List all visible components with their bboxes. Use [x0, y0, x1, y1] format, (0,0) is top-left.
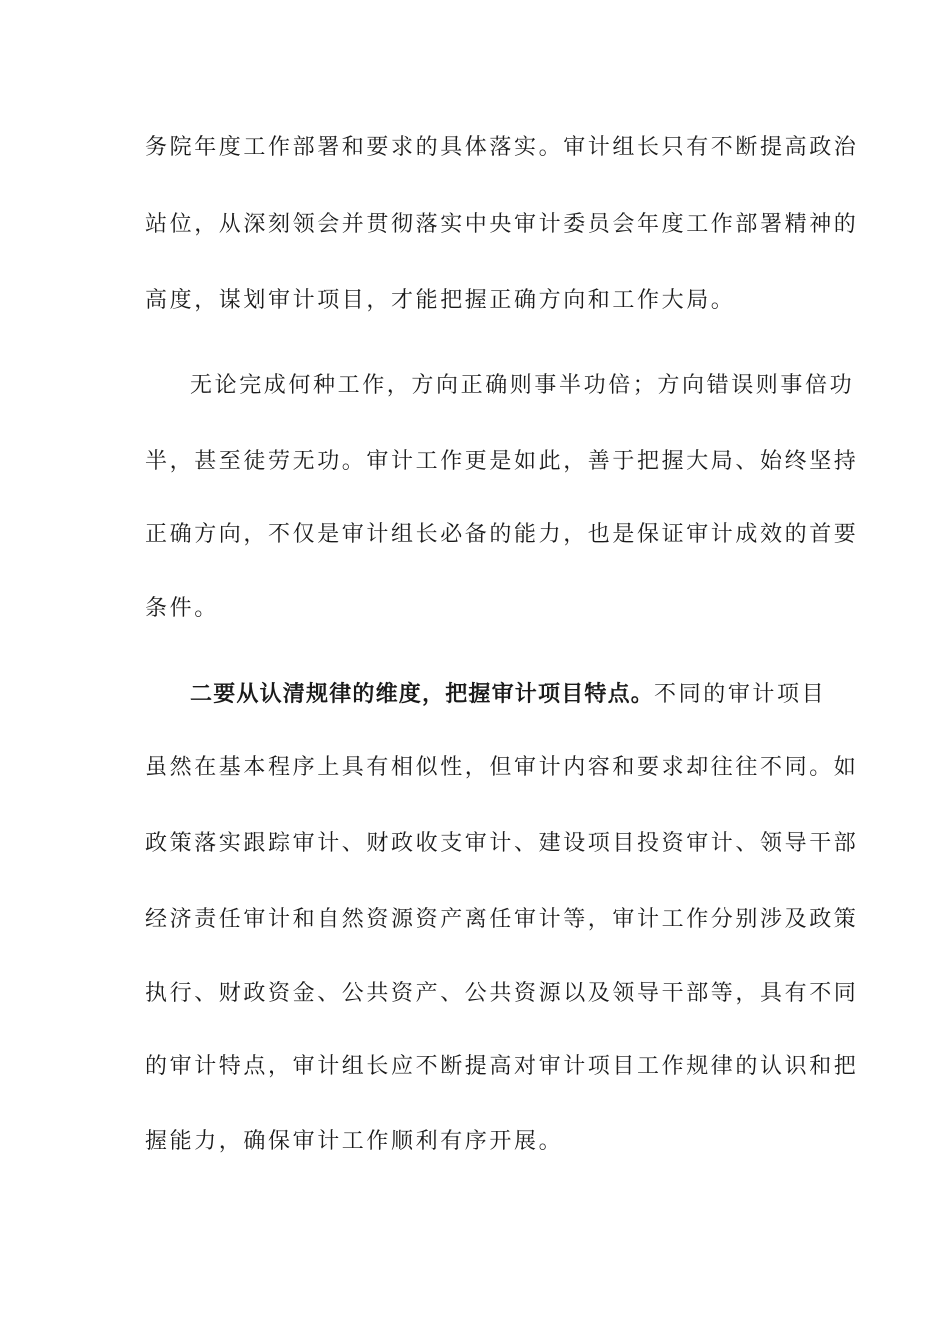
section-heading: 二要从认清规律的维度，把握审计项目特点。 — [190, 682, 655, 707]
paragraph-3-line-7: 握能力，确保审计工作顺利有序开展。 — [145, 1129, 564, 1154]
paragraph-3-line-3: 政策落实跟踪审计、财政收支审计、建设项目投资审计、领导干部 — [145, 831, 859, 856]
paragraph-2-line-4: 条件。 — [145, 596, 219, 621]
paragraph-2-line-1: 无论完成何种工作，方向正确则事半功倍；方向错误则事倍功 — [190, 373, 855, 398]
paragraph-3-line-4: 经济责任审计和自然资源资产离任审计等，审计工作分别涉及政策 — [145, 907, 859, 932]
paragraph-1-line-3: 高度，谋划审计项目，才能把握正确方向和工作大局。 — [145, 288, 736, 313]
paragraph-1-line-2: 站位，从深刻领会并贯彻落实中央审计委员会年度工作部署精神的 — [145, 212, 859, 237]
paragraph-3-line-5: 执行、财政资金、公共资产、公共资源以及领导干部等，具有不同 — [145, 981, 859, 1006]
paragraph-1-line-1: 务院年度工作部署和要求的具体落实。审计组长只有不断提高政治 — [145, 135, 859, 160]
paragraph-3-line-2: 虽然在基本程序上具有相似性，但审计内容和要求却往往不同。如 — [145, 755, 859, 780]
paragraph-3-line-6: 的审计特点，审计组长应不断提高对审计项目工作规律的认识和把 — [145, 1054, 859, 1079]
paragraph-2-line-2: 半，甚至徒劳无功。审计工作更是如此，善于把握大局、始终坚持 — [145, 449, 859, 474]
paragraph-2-line-3: 正确方向，不仅是审计组长必备的能力，也是保证审计成效的首要 — [145, 522, 859, 547]
paragraph-3-first-line-text: 不同的审计项目 — [654, 682, 827, 707]
paragraph-3-line-1 — [190, 675, 827, 715]
